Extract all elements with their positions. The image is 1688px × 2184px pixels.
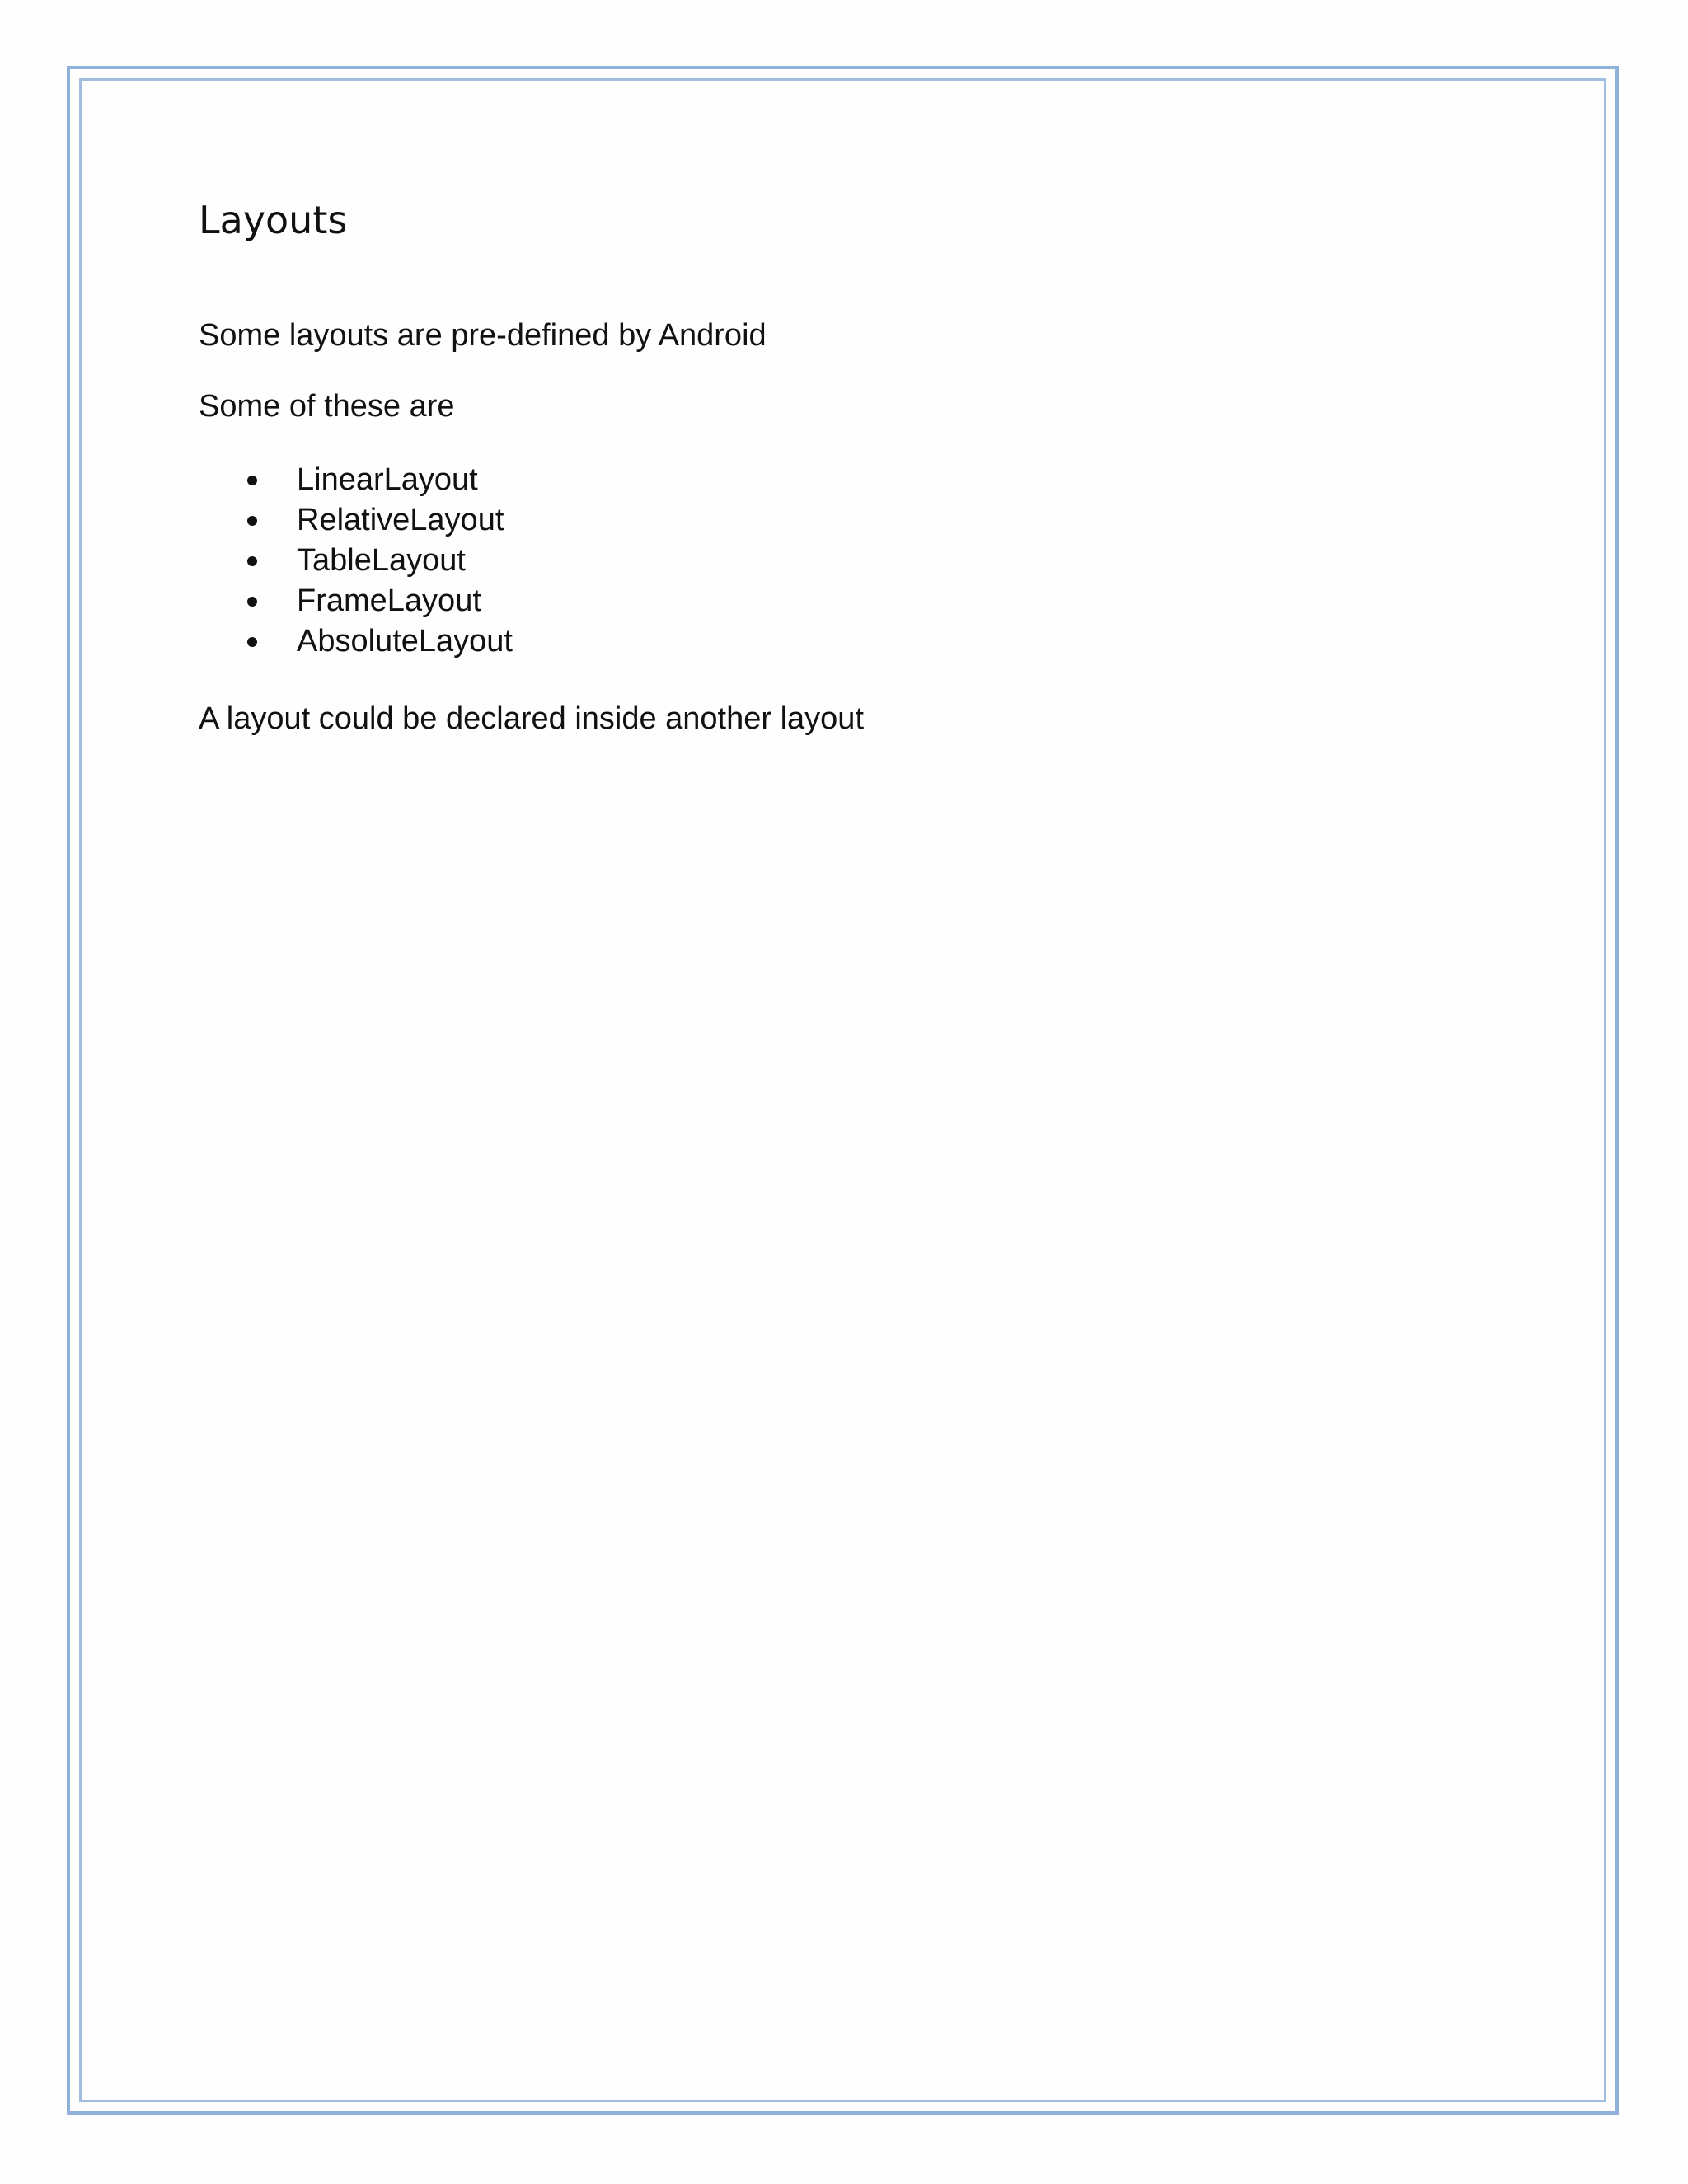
layouts-list [199,460,1517,662]
bullet-icon [247,597,257,607]
list-intro-paragraph: Some of these are [199,389,455,424]
list-item [199,581,1517,621]
list-item-label: TableLayout [297,543,466,578]
page-title: Layouts [199,198,348,242]
bullet-icon [247,637,257,647]
list-item [199,541,1517,581]
list-item [199,621,1517,662]
closing-paragraph: A layout could be declared inside another layout [199,701,864,736]
list-item [199,460,1517,500]
list-item-label: RelativeLayout [297,503,504,537]
intro-paragraph: Some layouts are pre-defined by Android [199,318,767,353]
list-item-label: LinearLayout [297,462,478,497]
bullet-icon [247,556,257,566]
bullet-icon [247,476,257,485]
list-item-label: FrameLayout [297,583,481,618]
list-item [199,500,1517,541]
bullet-icon [247,516,257,526]
document-body [199,194,1517,739]
list-item-label: AbsoluteLayout [297,624,513,658]
